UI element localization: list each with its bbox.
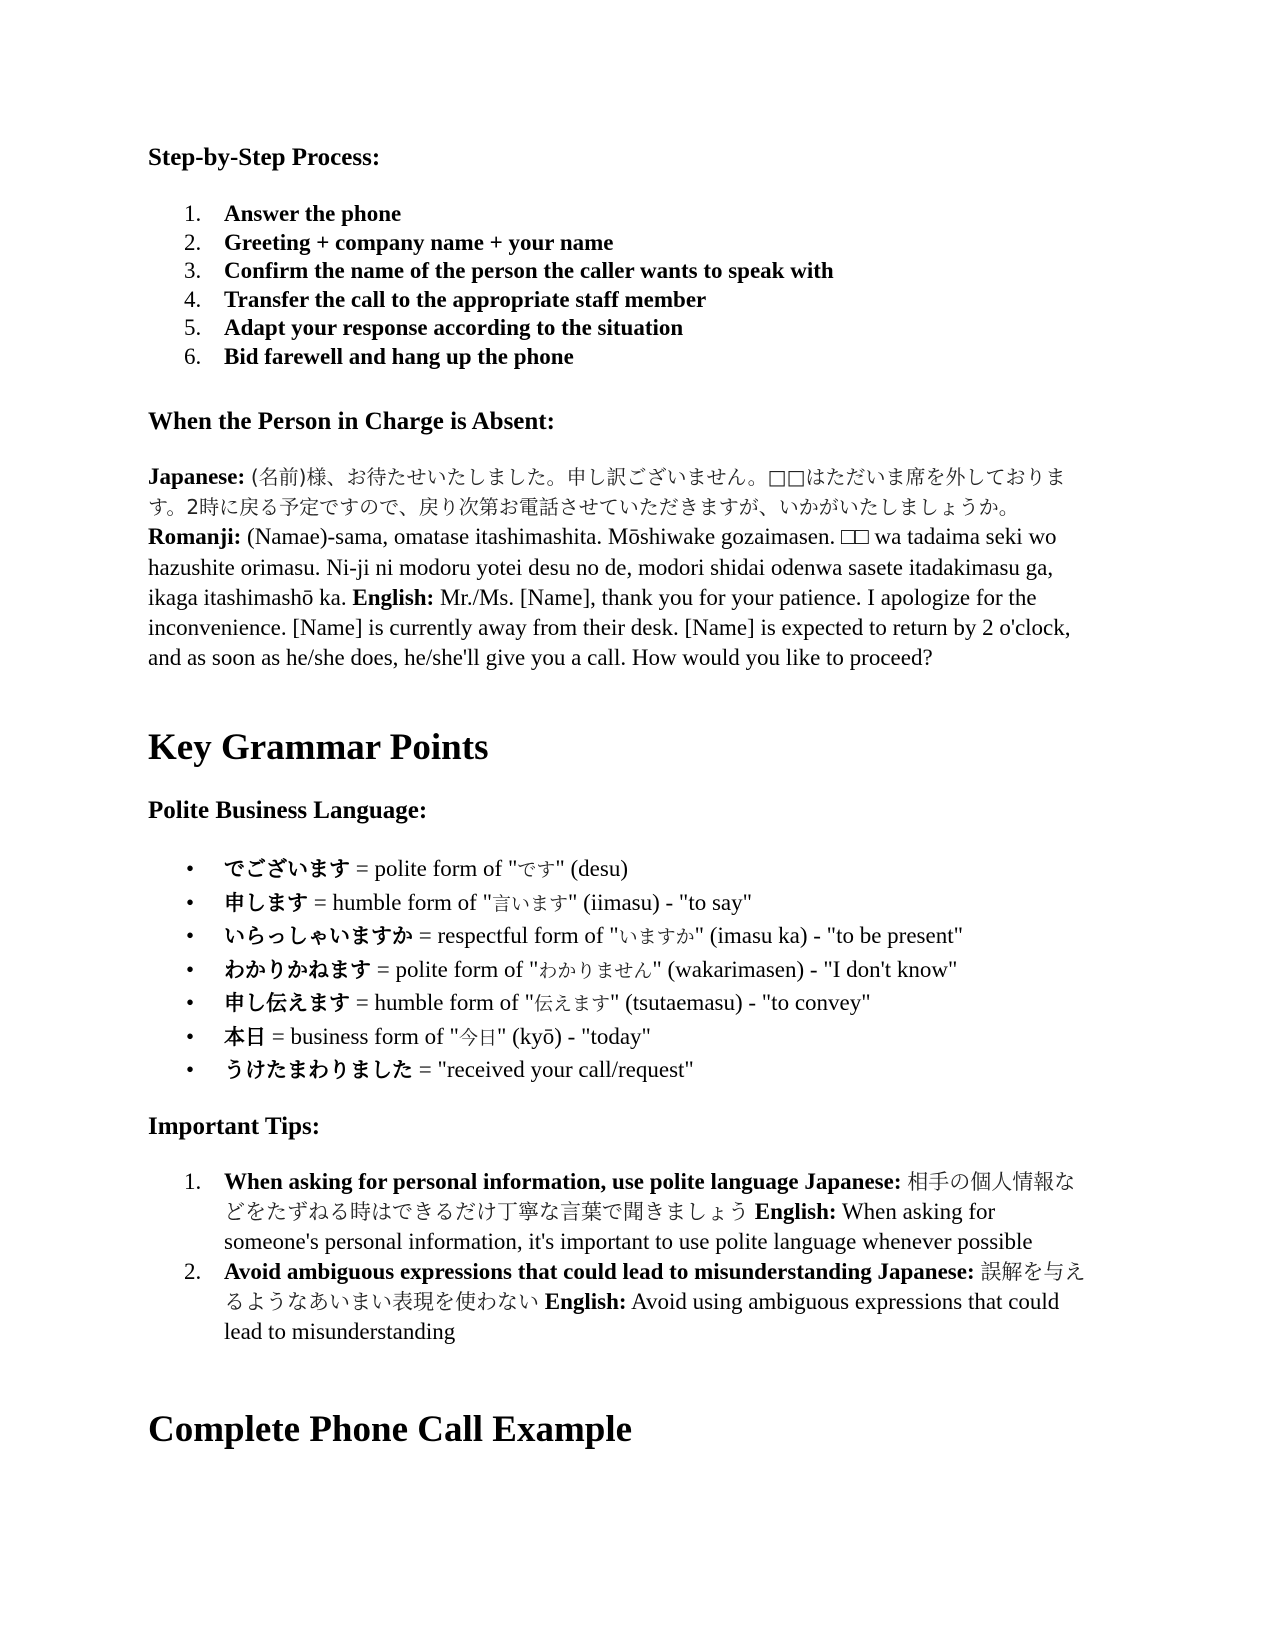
- step-number: 2.: [184, 229, 202, 255]
- tip-japanese: 誤解を与えるようなあいまい表現を使わない: [224, 1260, 1086, 1314]
- grammar-term: わかりかねます: [224, 957, 371, 982]
- bullet-icon: •: [186, 889, 195, 915]
- grammar-term: 本日: [224, 1024, 266, 1049]
- grammar-desc: " (wakarimasen) - "I don't know": [652, 956, 958, 982]
- step-heading: Step-by-Step Process:: [148, 144, 381, 171]
- grammar-heading: Key Grammar Points: [148, 727, 489, 768]
- list-item: [148, 920, 1128, 954]
- grammar-desc: = polite form of ": [350, 856, 518, 881]
- grammar-jp: 伝えます: [533, 993, 610, 1015]
- list-item: [148, 200, 1128, 229]
- grammar-desc: = humble form of ": [308, 889, 492, 915]
- step-number: 6.: [184, 343, 202, 369]
- grammar-term: 申します: [224, 890, 308, 915]
- english-label: English:: [352, 584, 435, 610]
- grammar-jp: いますか: [618, 926, 695, 948]
- step-list: [148, 200, 1128, 372]
- tip-english: When asking for someone's personal information, it's important to use polite language whenever possible: [224, 1199, 1033, 1254]
- romanji-text: (Namae)-sama, omatase itashimashita. Mōshiwake gozaimasen. □□ wa tadaima seki wo hazushite orimasu. Ni-ji ni modoru yotei desu no de, modori shidai odenwa sasete itadakimasu ga, ikaga itashimashō ka.: [148, 524, 1057, 610]
- grammar-term: うけたまわりました: [224, 1058, 413, 1082]
- absent-paragraph: [148, 462, 1098, 673]
- tip-title: When asking for personal information, use polite language Japanese:: [224, 1169, 902, 1194]
- grammar-desc: = polite form of ": [371, 956, 539, 982]
- grammar-desc: " (tsutaemasu) - "to convey": [609, 990, 871, 1015]
- grammar-jp: 今日: [458, 1026, 497, 1049]
- step-number: 3.: [184, 258, 202, 284]
- list-item: [148, 1167, 1128, 1257]
- romanji-label: Romanji:: [148, 524, 242, 550]
- grammar-desc: = humble form of ": [350, 990, 534, 1015]
- grammar-term: 申し伝えます: [224, 991, 350, 1015]
- grammar-jp: 言います: [491, 892, 568, 915]
- absent-heading: When the Person in Charge is Absent:: [148, 408, 555, 435]
- tip-number: 1.: [184, 1169, 202, 1194]
- step-text: Bid farewell and hang up the phone: [224, 343, 574, 369]
- list-item: [148, 229, 1128, 258]
- tip-english: Avoid using ambiguous expressions that could lead to misunderstanding: [224, 1289, 1060, 1344]
- english-text: Mr./Ms. [Name], thank you for your patience. I apologize for the inconvenience. [Name] is currently away from their desk. [Name] is expected to return by 2 o'clock, and as soon as he/she does, he/she'll give you a call. How would you like to proceed?: [148, 584, 1071, 671]
- grammar-term: いらっしゃいますか: [224, 924, 413, 948]
- list-item: [148, 1054, 1128, 1087]
- grammar-list: [148, 853, 1128, 1087]
- list-item: [148, 987, 1128, 1021]
- grammar-jp: わかりません: [538, 959, 653, 982]
- bullet-icon: •: [186, 1057, 195, 1082]
- grammar-desc: " (kyō) - "today": [496, 1023, 651, 1049]
- grammar-desc: " (iimasu) - "to say": [567, 889, 753, 915]
- english-label: English:: [544, 1289, 627, 1314]
- list-item: [148, 257, 1128, 286]
- step-text: Transfer the call to the appropriate staff member: [224, 286, 707, 312]
- list-item: [148, 1257, 1128, 1347]
- list-item: [148, 314, 1128, 343]
- list-item: [148, 887, 1128, 921]
- tip-title: Avoid ambiguous expressions that could lead to misunderstanding Japanese:: [224, 1259, 975, 1284]
- step-number: 1.: [184, 201, 202, 226]
- grammar-desc: " (desu): [555, 856, 628, 881]
- step-number: 4.: [184, 286, 202, 312]
- grammar-jp: です: [517, 859, 556, 881]
- example-heading: Complete Phone Call Example: [148, 1409, 633, 1450]
- tip-number: 2.: [184, 1259, 202, 1284]
- bullet-icon: •: [186, 856, 195, 881]
- tip-japanese: 相手の個人情報などをたずねる時はできるだけ丁寧な言葉で聞きましょう: [224, 1170, 1076, 1224]
- step-text: Greeting + company name + your name: [224, 229, 614, 255]
- bullet-icon: •: [186, 923, 195, 948]
- grammar-desc: = "received your call/request": [413, 1057, 694, 1082]
- step-text: Adapt your response according to the situation: [224, 315, 684, 341]
- list-item: [148, 954, 1128, 988]
- step-number: 5.: [184, 315, 202, 341]
- list-item: [148, 343, 1128, 372]
- step-text: Confirm the name of the person the caller wants to speak with: [224, 258, 834, 284]
- bullet-icon: •: [186, 990, 195, 1015]
- grammar-desc: = respectful form of ": [413, 923, 619, 948]
- list-item: [148, 853, 1128, 887]
- list-item: [148, 1021, 1128, 1055]
- tips-list: [148, 1167, 1128, 1347]
- tips-heading: Important Tips:: [148, 1113, 321, 1140]
- bullet-icon: •: [186, 956, 195, 982]
- step-text: Answer the phone: [224, 201, 402, 226]
- japanese-label: Japanese:: [148, 464, 246, 489]
- english-label: English:: [754, 1199, 837, 1224]
- japanese-text: (名前)様、お待たせいたしました。申し訳ございません。□□はただいま席を外しております。2時に戻る予定ですので、戻り次第お電話させていただきますが、いかがいたしましょうか。: [148, 465, 1066, 520]
- grammar-desc: = business form of ": [266, 1023, 459, 1049]
- polite-subheading: Polite Business Language:: [148, 797, 428, 824]
- grammar-term: でございます: [224, 857, 350, 881]
- list-item: [148, 286, 1128, 315]
- grammar-desc: " (imasu ka) - "to be present": [694, 923, 963, 948]
- bullet-icon: •: [186, 1023, 195, 1049]
